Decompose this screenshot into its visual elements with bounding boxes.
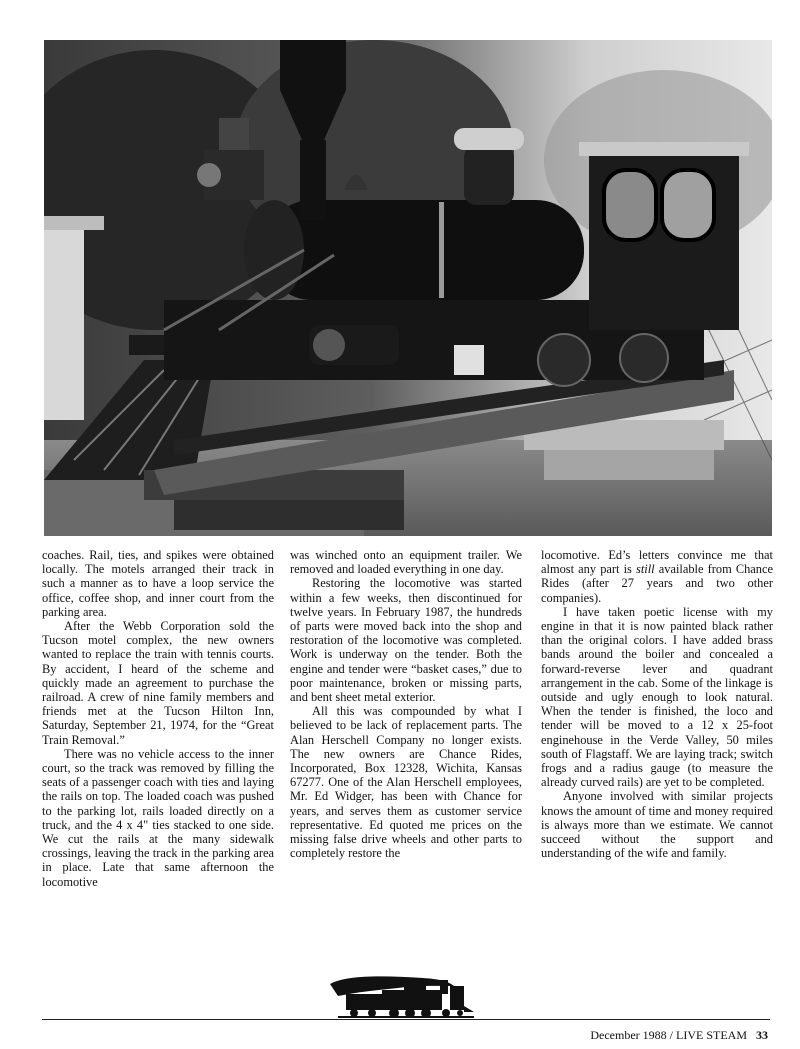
footer-rule bbox=[42, 1019, 770, 1020]
text-column-3 bbox=[541, 548, 773, 860]
text-column-2 bbox=[290, 548, 522, 860]
paragraph bbox=[290, 548, 522, 576]
text-run: I have taken poetic license with my engine in that it is now painted black rather than the original colors. I have added brass bands around the boiler and concealed a forward-reverse lever and quadrant arrangement in the cab. Some of the linkage is outside and ugly enough to look natural. When the tender is finished, the loco and tender will be moved to a 12 x 25-foot enginehouse in the Verde Valley, 50 miles south of Flagstaff. We are laying track; switch frogs and a radius gauge (to measure the already curved rails) are yet to be completed. bbox=[541, 604, 773, 790]
issue-label: December 1988 / LIVE STEAM bbox=[590, 1028, 747, 1042]
paragraph bbox=[541, 548, 773, 605]
paragraph bbox=[290, 576, 522, 704]
text-run: Restoring the locomotive was started within a few weeks, then discontinued for twelve years. In February 1987, the hundreds of parts were moved back into the shop and restoration of the locomotive was completed. Work is underway on the tender. Both the engine and tender were “basket cases,” due to poor maintenance, broken or missing parts, and bent sheet metal exterior. bbox=[290, 576, 522, 705]
paragraph bbox=[541, 789, 773, 860]
text-run: available from Chance Rides (after 27 years and two other companies). bbox=[541, 562, 774, 605]
text-run: coaches. Rail, ties, and spikes were obtained locally. The motels arranged their track in such a manner as to have a loop service the office, coffee shop, and inner court from the parking area. bbox=[42, 548, 274, 619]
paragraph bbox=[42, 747, 274, 889]
drive-wheel bbox=[538, 334, 590, 386]
paragraph bbox=[541, 605, 773, 790]
paragraph bbox=[290, 704, 522, 860]
text-run: was winched onto an equipment trailer. We removed and loaded everything in one day. bbox=[290, 548, 522, 577]
text-column-1 bbox=[42, 548, 274, 889]
paragraph bbox=[42, 619, 274, 747]
paragraph bbox=[42, 548, 274, 619]
text-run: All this was compounded by what I believed to be lack of replacement parts. The Alan Herschell Company no longer exists. The new owners are Chance Rides, Incorporated, Box 12328, Wichita, Kansas 67277. One of the Alan Herschell employees, Mr. Ed Widger, has been with Chance for years, and serves them as customer service representative. Ed quoted me prices on the missing false drive wheels and other parts to completely restore the bbox=[290, 704, 522, 861]
locomotive-photo bbox=[44, 40, 772, 536]
smokestack bbox=[280, 40, 346, 90]
page-number: 33 bbox=[756, 1028, 768, 1042]
text-run: locomotive. Ed’s letters convince me that almost any part is bbox=[541, 548, 773, 577]
text-run: Anyone involved with similar projects knows the amount of time and money required is always more than we estimate. We cannot succeed without the support and understanding of the wife and family. bbox=[541, 789, 773, 861]
text-run: After the Webb Corporation sold the Tucson motel complex, the new owners wanted to replace the train with tennis courts. By accident, I heard of the scheme and quickly made an agreement to purchase the railroad. A crew of nine family members and friends met at the Tucson Hilton Inn, Saturday, September 21, 1974, for the “Great Train Removal.” bbox=[42, 619, 274, 747]
tender-body bbox=[346, 994, 382, 1010]
cab-window bbox=[604, 170, 656, 240]
text-run: There was no vehicle access to the inner court, so the track was removed by filling the seats of a passenger coach with ties and laying the rails on top. The loaded coach was pushed to the parking lot, rails loaded directly on a truck, and the 4 x 4" ties stacked to one side. We cut the rails at the many sidewalk crossings, leaving the track in the parking area in place. Late that same afternoon the locomotive bbox=[42, 746, 274, 889]
page-footer bbox=[590, 1028, 768, 1043]
train-logo bbox=[328, 972, 474, 1020]
steam-dome bbox=[464, 145, 514, 205]
shed bbox=[44, 220, 84, 420]
emphasis-text: still bbox=[636, 562, 655, 577]
